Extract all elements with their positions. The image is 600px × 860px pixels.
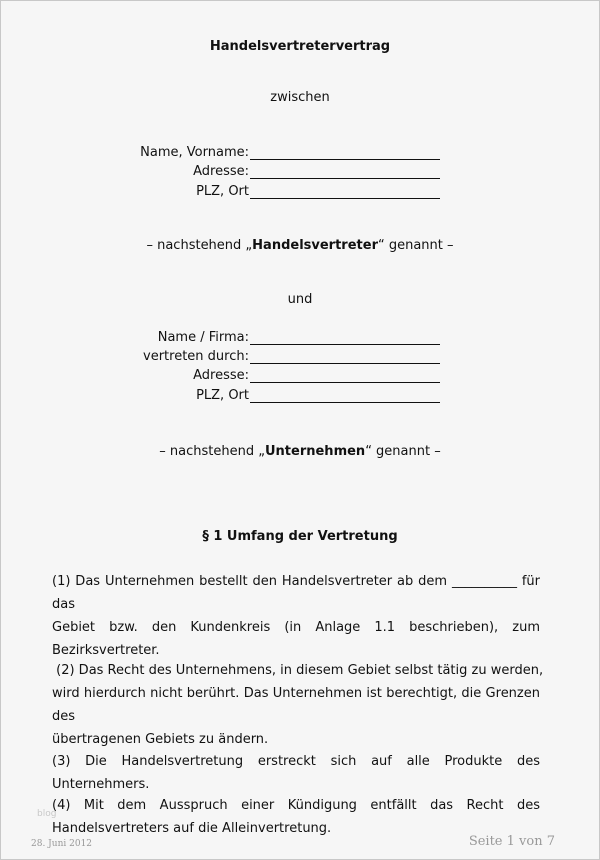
and-label: und	[287, 292, 313, 307]
party2-role: – nachstehend „Unternehmen“ genannt –	[159, 444, 441, 459]
blank-line	[250, 363, 440, 364]
blank-line	[250, 402, 440, 403]
blank-line	[250, 198, 440, 199]
field-zip-city: PLZ, Ort	[1, 388, 599, 406]
field-zip-city: PLZ, Ort	[1, 184, 599, 202]
blank-line	[250, 159, 440, 160]
paragraph-3: (3) Die Handelsvertretung erstreckt sich auf alle Produkte des Unternehmers.	[52, 754, 540, 792]
footer-date: 28. Juni 2012	[31, 839, 93, 849]
blank-line	[250, 178, 440, 179]
between-label: zwischen	[270, 90, 330, 105]
page-number: Seite 1 von 7	[468, 834, 555, 849]
document-title: Handelsvertretervertrag	[209, 39, 391, 54]
paragraph-4: (4) Mit dem Ausspruch einer Kündigung entfällt das Recht des Handelsvertreters auf die Alleinvertretung.	[52, 798, 540, 836]
paragraph-2: (2) Das Recht des Unternehmens, in diesem Gebiet selbst tätig zu werden, wird hierdurch nicht berührt. Das Unternehmen ist berechtigt, die Grenzen des übertragenen Gebiets zu ändern.	[52, 663, 544, 747]
field-represented-by: vertreten durch:	[1, 349, 599, 367]
party1-role: – nachstehend „Handelsvertreter“ genannt –	[146, 238, 454, 253]
section-heading: § 1 Umfang der Vertretung	[202, 529, 398, 544]
field-address: Adresse:	[1, 368, 599, 386]
field-name: Name, Vorname:	[1, 145, 599, 163]
blank-line	[250, 382, 440, 383]
field-address: Adresse:	[1, 164, 599, 182]
field-company: Name / Firma:	[1, 330, 599, 348]
blank-line	[250, 344, 440, 345]
watermark: blog	[37, 809, 57, 819]
paragraph-1: (1) Das Unternehmen bestellt den Handelsvertreter ab dem __________ für das Gebiet bzw. den Kundenkreis (in Anlage 1.1 beschrieben), zum Bezirksvertreter.	[52, 574, 540, 658]
